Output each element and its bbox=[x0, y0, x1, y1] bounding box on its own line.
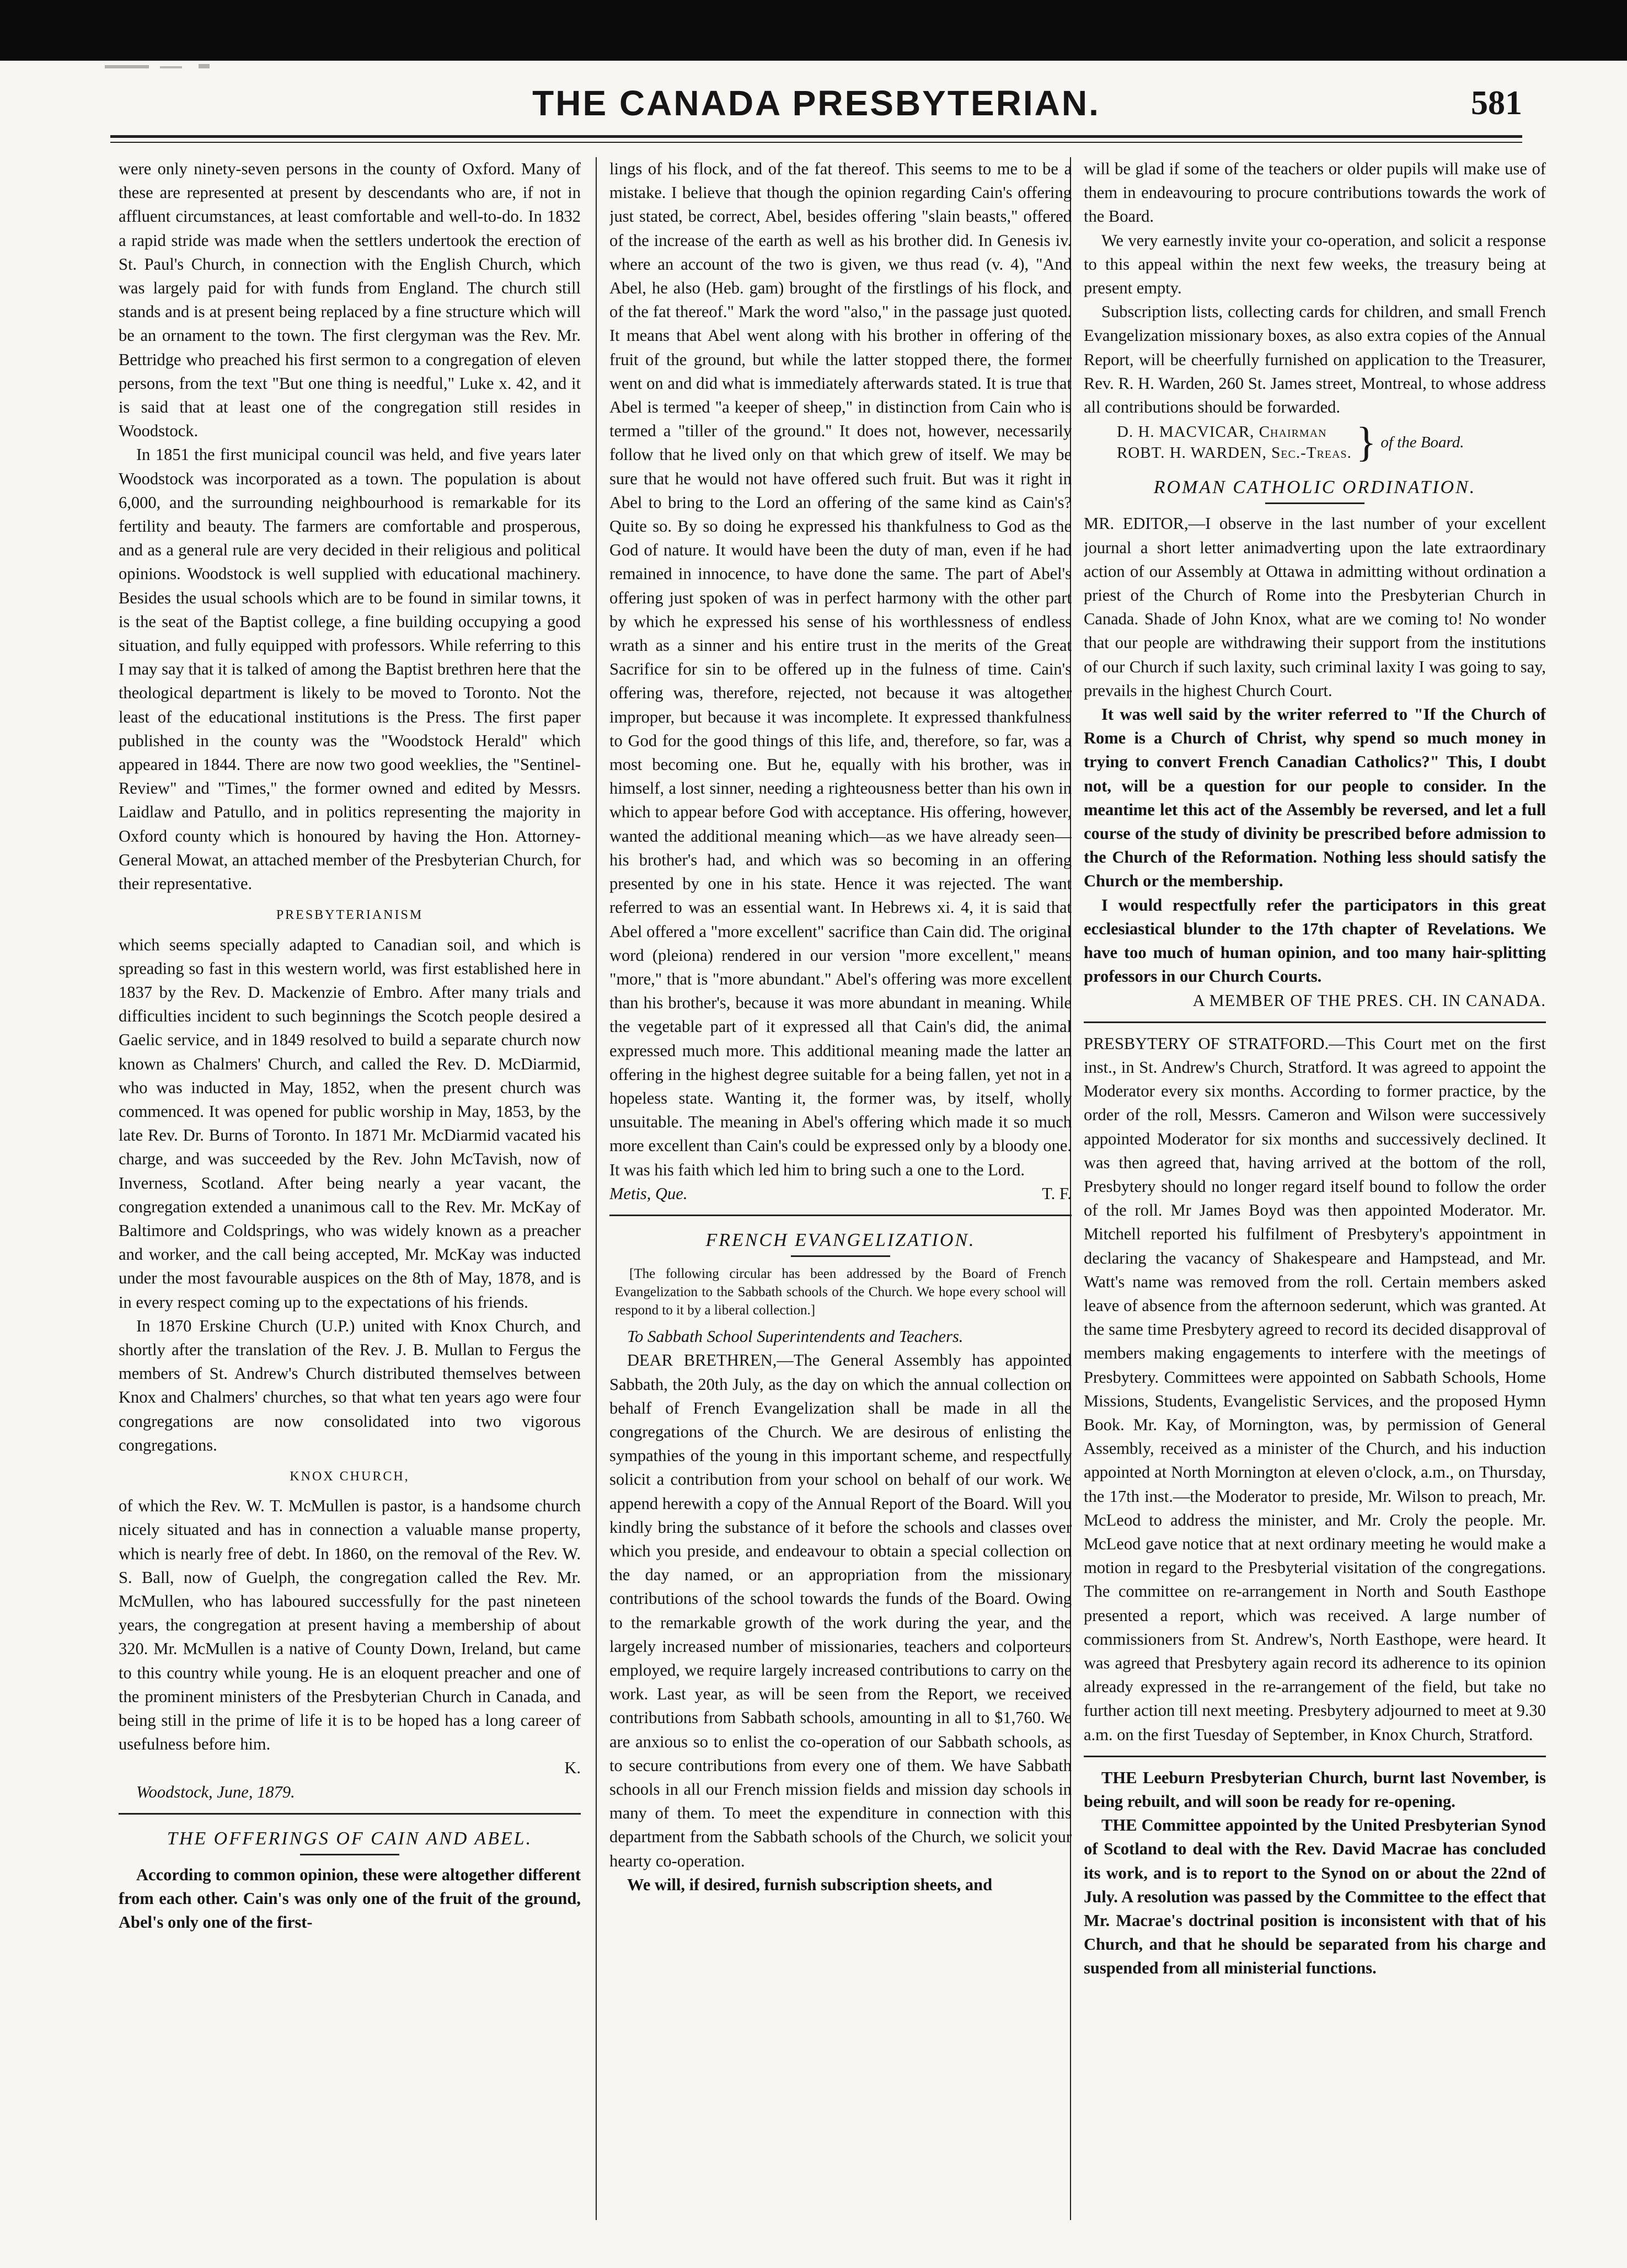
paragraph: It was well said by the writer referred to "If the Church of Rome is a Church of Christ, why spend so much money in trying to convert French Canadian Catholics?" This, I doubt not, will be a question for our people to consider. In the meantime let this act of the Assembly be reversed, and let a full course of the study of divinity be prescribed before admission to the Church of the Reformation. Nothing less should satisfy the Church or the membership. bbox=[1084, 705, 1546, 891]
heading-underline bbox=[791, 1255, 890, 1257]
board-signature bbox=[1117, 419, 1546, 466]
dateline: Woodstock, June, 1879. bbox=[136, 1782, 295, 1801]
paragraph: lings of his flock, and of the fat thereof. This seems to me to be a mistake. I believe that though the opinion regarding Cain's offering just stated, be correct, Abel, besides offering "slain beasts," offered of the increase of the earth as well as his brother did. In Genesis iv. where an account of the two is given, we thus read (v. 4), "And Abel, he also (Heb. gam) brought of the firstlings of his flock, and of the fat thereof." Mark the word "also," in the passage just quoted. It means that Abel went along with his brother in offering of the fruit of the ground, but while the latter stopped there, the former went on and did what is immediately afterwards stated. It is true that Abel is termed "a keeper of sheep," in distinction from Cain who is termed a "tiller of the ground." It does not, however, necessarily follow that he lived only on that which grew of itself. We may be sure that he would not have offered such fruit. But was it right in Abel to bring to the Lord an offering of the same kind as Cain's? Quite so. By so doing he expressed his thankfulness to God as the God of nature. It would have been the duty of man, even if he had remained in innocence, to have done the same. The part of Abel's offering just spoken of was in perfect harmony with the other part by which he expressed his sense of his worthlessness of endless wrath as a sinner and his entire trust in the merits of the Great Sacrifice for sin to be offered up in the fulness of time. Cain's offering was, therefore, rejected, not because it was altogether improper, but because it was incomplete. It expressed thankfulness to God for the good things of this life, and, therefore, so far, was a most becoming one. But he, equally with his brother, was in himself, a lost sinner, needing a righteousness better than his own in which to appear before God with acceptance. His offering, however, wanted the additional meaning which—as we have already seen—his brother's had, and which was so becoming in an offering presented by one in his state. Hence it was rejected. The want referred to was an essential want. In Hebrews xi. 4, it is said that Abel offered a "more excellent" sacrifice than Cain did. The original word (pleiona) rendered in our version "more excellent," means "more," that is "more abundant." Abel's offering was more excellent than his brother's, because it was more abundant in meaning. While the vegetable part of it expressed all that Cain's did, the animal expressed much more. This additional meaning made the latter an offering in the highest degree suitable for a being fallen, yet not in a hopeless state. Wanting it, the former was, by itself, wholly unsuitable. The meaning in Abel's offering which made it so much more excellent than Cain's could be expressed only by a bloody one. It was his faith which led him to bring such a one to the Lord. bbox=[609, 159, 1072, 1179]
header-rule-top bbox=[110, 135, 1522, 138]
editorial-note: [The following circular has been addressed by the Board of French Evangelization to the Sabbath schools of the Church. We hope every school will respond to it by a liberal collection.] bbox=[615, 1266, 1066, 1318]
paragraph: will be glad if some of the teachers or older pupils will make use of them in endeavouring to procure contributions towards the work of the Board. bbox=[1084, 159, 1546, 226]
paragraph: were only ninety-seven persons in the county of Oxford. Many of these are represented at present by descendants who are, if not in affluent circumstances, at least comfortable and well-to-do. In 1832 a rapid stride was made when the settlers undertook the erection of St. Paul's Church, in connection with the English Church, which was largely paid for with funds from England. The church still stands and is at present being replaced by a fine structure which will be an ornament to the town. The first clergyman was the Rev. Mr. Bettridge who preached his first sermon to a congregation of eleven persons, from the text "But one thing is needful," Luke x. 42, and it is said that at least one of the congregation still resides in Woodstock. bbox=[119, 159, 581, 441]
running-title: THE CANADA PRESBYTERIAN. bbox=[532, 83, 1100, 123]
subheading: PRESBYTERIANISM bbox=[276, 908, 424, 923]
page-header bbox=[110, 83, 1522, 132]
section-rule bbox=[1084, 1756, 1546, 1757]
scan-top-band bbox=[0, 0, 1627, 61]
heading-underline bbox=[1265, 502, 1364, 504]
signature-line bbox=[609, 1182, 1072, 1206]
paragraph: MR. EDITOR,—I observe in the last number of your excellent journal a short letter animadverting upon the late extraordinary action of our Assembly at Ottawa in admitting without ordination a priest of the Church of Rome into the Presbyterian Church in Canada. Shade of John Knox, what are we coming to! No wonder that our people are withdrawing their support from the institutions of our Church if such laxity, such criminal laxity I was going to say, prevails in the highest Church Court. bbox=[1084, 514, 1546, 700]
sign-place: Metis, Que. bbox=[609, 1184, 688, 1203]
page-number: 581 bbox=[1471, 84, 1522, 122]
salutation: To Sabbath School Superintendents and Teachers. bbox=[627, 1327, 964, 1346]
article-heading: FRENCH EVANGELIZATION. bbox=[705, 1229, 976, 1250]
paragraph: THE Leeburn Presbyterian Church, burnt last November, is being rebuilt, and will soon be ready for re-opening. bbox=[1084, 1768, 1546, 1811]
brace-glyph: } bbox=[1356, 419, 1377, 466]
column-divider-1 bbox=[596, 157, 597, 2220]
article-heading: THE OFFERINGS OF CAIN AND ABEL. bbox=[167, 1828, 533, 1849]
paragraph: THE Committee appointed by the United Presbyterian Synod of Scotland to deal with the Rev. David Macrae has concluded its work, and is to report to the Synod on or about the 22nd of July. A resolution was passed by the Committee to the effect that Mr. Macrae's doctrinal position is inconsistent with that of his Church, and that he should be separated from his charge and suspended from all ministerial functions. bbox=[1084, 1816, 1546, 1978]
board-chairman: D. H. MACVICAR, Chairman bbox=[1117, 423, 1327, 441]
paragraph: We will, if desired, furnish subscription sheets, and bbox=[627, 1875, 993, 1894]
author-initial: K. bbox=[564, 1758, 581, 1778]
paragraph: of which the Rev. W. T. McMullen is pastor, is a handsome church nicely situated and has in connection a valuable manse property, which is nearly free of debt. In 1860, on the removal of the Rev. W. S. Ball, now of Guelph, the congregation called the Rev. Mr. McMullen, who has laboured successfully for the past nineteen years, the congregation at present having a membership of about 320. Mr. McMullen is a native of County Down, Ireland, but came to this country while young. He is an eloquent preacher and one of the prominent ministers of the Presbyterian Church in Canada, and being still in the prime of life it is to be hoped has a long career of usefulness before him. bbox=[119, 1496, 581, 1754]
scan-noise bbox=[105, 62, 336, 73]
section-rule bbox=[609, 1215, 1072, 1216]
article-heading: ROMAN CATHOLIC ORDINATION. bbox=[1153, 477, 1476, 498]
subheading: KNOX CHURCH, bbox=[290, 1469, 410, 1484]
letter-signature: A MEMBER OF THE PRES. CH. IN CANADA. bbox=[1192, 991, 1546, 1010]
paragraph: DEAR BRETHREN,—The General Assembly has appointed Sabbath, the 20th July, as the day on which the annual collection on behalf of French Evangelization shall be made in all the congregations of the Church. We are desirous of enlisting the sympathies of the young in this important scheme, and respectfully solicit a contribution from your school on behalf of our work. We append herewith a copy of the Annual Report of the Board. Will you kindly bring the substance of it before the schools and classes over which you preside, and endeavour to obtain a special collection on the day named, or an appropriation from the missionary contributions of the school towards the funds of the Board. Owing to the remarkable growth of the work during the year, and the largely increased number of missionaries, teachers and colporteurs employed, we require largely increased contributions to carry on the work. Last year, as will be seen from the Report, we received contributions from Sabbath schools, amounting in all to $1,760. We are anxious so to enlist the co-operation of our Sabbath schools, as to secure contributions from every one of them. We have Sabbath schools in all our French mission fields and mission day schools in many of them. To meet the expenditure in connection with this department from the Sabbath schools of the Church, we solicit your hearty co-operation. bbox=[609, 1351, 1072, 1870]
sign-initials: T. F. bbox=[1042, 1184, 1072, 1203]
heading-underline bbox=[300, 1854, 399, 1855]
column-right bbox=[1084, 157, 1546, 2220]
paragraph: PRESBYTERY OF STRATFORD.—This Court met on the first inst., in St. Andrew's Church, Stratford. It was agreed to appoint the Moderator every six months. According to former practice, by the order of the roll, Messrs. Cameron and Wilson were successively appointed Moderator for six months and successively declined. It was then agreed that, having arrived at the bottom of the roll, Presbytery should no longer regard itself bound to follow the order of the roll. Mr James Boyd was then appointed Moderator. Mr. Mitchell reported his fulfilment of Presbytery's appointment in declaring the vacancy of Shakespeare and Hampstead, and Mr. Watt's name was removed from the roll. Certain members asked leave of absence from the afternoon sederunt, which was granted. At the same time Presbytery agreed to record its decided disapproval of members making engagements to interfere with the meetings of Presbytery. Committees were appointed on Sabbath Schools, Home Missions, Students, Evangelistic Services, and the proposed Hymn Book. Mr. Kay, of Mornington, was, by permission of General Assembly, received as a minister of the Church, and his induction appointed at North Mornington at eleven o'clock, a.m., on Thursday, the 17th inst.—the Moderator to preside, Mr. Wilson to preach, Mr. McLeod to address the minister, and Mr. Croly the people. Mr. McLeod gave notice that at next ordinary meeting he would make a motion in regard to the Presbyterial visitation of the congregations. The committee on re-arrangement in North and South Easthope presented a report, which was received. A large number of commissioners from St. Andrew's, North Easthope, were heard. It was agreed that Presbytery again record its adherence to its opinion already expressed in the re-arrangement of the field, but take no further action till next meeting. Presbytery adjourned to meet at 9.30 a.m. on the first Tuesday of September, in Knox Church, Stratford. bbox=[1084, 1034, 1546, 1744]
paragraph: I would respectfully refer the participators in this great ecclesiastical blunder to the 17th chapter of Revelations. We have too much of human opinion, and too many hair-splitting professors in our Church Courts. bbox=[1084, 895, 1546, 986]
board-treasurer: ROBT. H. WARDEN, Sec.-Treas. bbox=[1117, 444, 1352, 462]
section-rule bbox=[1084, 1021, 1546, 1023]
board-names bbox=[1117, 421, 1352, 463]
paragraph: We very earnestly invite your co-operation, and solicit a response to this appeal within the next few weeks, the treasury being at present empty. bbox=[1084, 231, 1546, 298]
board-suffix: of the Board. bbox=[1380, 434, 1464, 452]
paragraph: In 1870 Erskine Church (U.P.) united with Knox Church, and shortly after the translation of the Rev. J. B. Mullan to Fergus the members of St. Andrew's Church distributed themselves between Knox and Chalmers' churches, so that what ten years ago were four congregations are now consolidated into two vigorous congregations. bbox=[119, 1316, 581, 1454]
section-rule bbox=[119, 1813, 581, 1815]
column-middle bbox=[609, 157, 1072, 2220]
column-left bbox=[119, 157, 581, 2220]
paragraph: Subscription lists, collecting cards for children, and small French Evangelization missionary boxes, as also extra copies of the Annual Report, will be cheerfully furnished on application to the Treasurer, Rev. R. H. Warden, 260 St. James street, Montreal, to whose address all contributions should be forwarded. bbox=[1084, 302, 1546, 417]
paragraph: which seems specially adapted to Canadian soil, and which is spreading so fast in this western world, was first established here in 1837 by the Rev. D. Mackenzie of Embro. After many trials and difficulties incident to such beginnings the Scotch people desired a Gaelic service, and in 1849 resolved to build a separate church now known as Chalmers' Church, and called the Rev. D. McDiarmid, who was inducted in May, 1852, when the present church was commenced. It was opened for public worship in May, 1853, by the late Rev. Dr. Burns of Toronto. In 1871 Mr. McDiarmid vacated his charge, and was succeeded by the Rev. John McTavish, now of Inverness, Scotland. After being nearly a year vacant, the congregation extended a unanimous call to the Rev. Mr. McKay of Baltimore and Coldsprings, who was widely known as a preacher and worker, and the call being accepted, Mr. McKay was inducted under the most favourable auspices on the 8th of May, 1878, and is in every respect coming up to the expectations of his friends. bbox=[119, 935, 581, 1312]
header-rule-bottom bbox=[110, 142, 1522, 143]
paragraph: In 1851 the first municipal council was held, and five years later Woodstock was incorporated as a town. The population is about 6,000, and the surrounding neighbourhood is remarkable for its fertility and beauty. The farmers are comfortable and prosperous, and as a general rule are very decided in their religious and political opinions. Woodstock is well supplied with educational machinery. Besides the usual schools which are to be found in similar towns, it is the seat of the Baptist college, a fine building occupying a good situation, and fully equipped with professors. While referring to this I may say that it is talked of among the Baptist brethren here that the theological department is likely to be moved to Toronto. Not the least of the educational institutions is the Press. The first paper published in the county was the "Woodstock Herald" which appeared in 1844. There are now two good weeklies, the "Sentinel-Review" and "Times," the former owned and edited by Messrs. Laidlaw and Patullo, and in politics representing the majority in Oxford county which is honoured by having the Hon. Attorney-General Mowat, an attached member of the Presbyterian Church, for their representative. bbox=[119, 445, 581, 894]
paragraph: According to common opinion, these were altogether different from each other. Cain's was only one of the fruit of the ground, Abel's only one of the first- bbox=[119, 1865, 581, 1932]
